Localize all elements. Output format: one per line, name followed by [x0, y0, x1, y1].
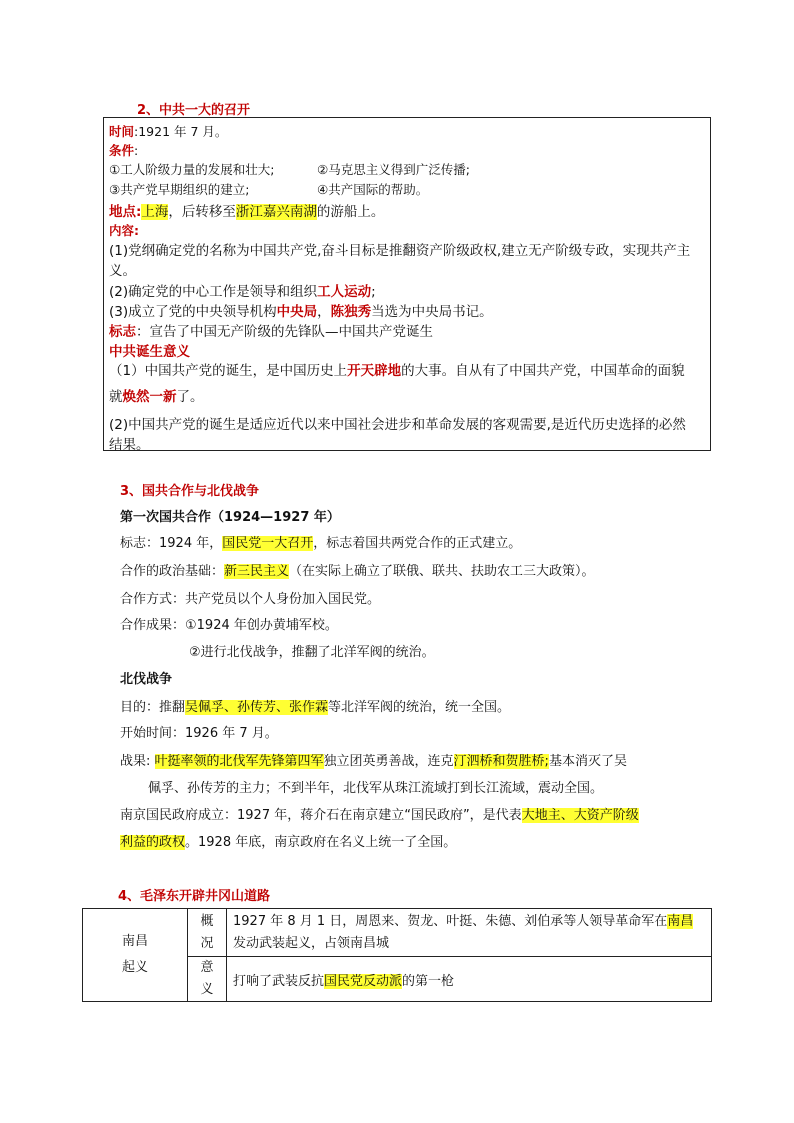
nj-end: 。1928 年底，南京政府在名义上统一了全国。	[185, 835, 457, 850]
content-3-red-2: 陈独秀	[330, 304, 372, 320]
content-3-end: 当选为中央局书记。	[371, 304, 493, 320]
content-2-pre: (2)确定党的中心工作是领导和组织	[109, 284, 318, 300]
place-line	[109, 200, 384, 220]
significance-cell	[227, 957, 712, 1002]
mark-text: ：宣告了中国无产阶级的先锋队—中国共产党诞生	[136, 324, 433, 340]
sig-1-end: 的大事。自从有了中国共产党，中国革命的面貌	[401, 363, 685, 379]
expedition-goal	[120, 696, 510, 715]
first-cooperation-heading: 第一次国共合作（1924—1927 年）	[120, 510, 340, 525]
battle-hl-2: 汀泗桥和贺胜桥;	[453, 754, 549, 769]
significance-label-text: 中共诞生意义	[109, 344, 190, 360]
cooperation-mark	[120, 532, 521, 551]
coop-basis-end: （在实际上确立了联俄、联共、扶助农工三大政策）。	[289, 564, 595, 579]
significance-2a: (2)中国共产党的诞生是适应近代以来中国社会进步和革命发展的客观需要,是近代历史选择的必然	[109, 417, 686, 433]
coop-mark-pre: 标志：1924 年，	[120, 536, 223, 551]
content-label-text: 内容:	[109, 223, 139, 238]
nj-hl-2: 利益的政权	[120, 835, 186, 850]
conditions-label-line	[109, 141, 138, 159]
condition-2: ②马克思主义得到广泛传播;	[317, 162, 470, 177]
event-name-2: 起义	[121, 960, 148, 975]
battle-hl-1: 叶挺率领的北伐军先锋第四军	[154, 754, 324, 769]
overview-label-2: 况	[200, 935, 214, 951]
time-value: :1921 年 7 月。	[134, 124, 228, 139]
overview-label-1: 概	[200, 913, 214, 929]
place-highlight-1: 上海	[141, 204, 169, 220]
cooperation-mode: 合作方式：共产党员以个人身份加入国民党。	[120, 592, 381, 607]
expedition-start: 开始时间：1926 年 7 月。	[120, 726, 278, 741]
nanjing-government	[120, 804, 639, 823]
conditions-colon: :	[134, 143, 139, 158]
expedition-results	[120, 750, 627, 769]
coop-basis-pre: 合作的政治基础：	[120, 564, 225, 579]
northern-expedition-heading: 北伐战争	[120, 672, 173, 687]
coop-basis-hl: 新三民主义	[224, 564, 290, 579]
condition-4: ④共产国际的帮助。	[317, 182, 429, 197]
mark-line	[109, 320, 433, 340]
place-label: 地点:	[109, 204, 142, 220]
place-mid: ，后转移至	[168, 204, 236, 220]
cooperation-result-2: ②进行北伐战争，推翻了北洋军阀的统治。	[189, 645, 435, 660]
mark-label: 标志	[109, 324, 136, 340]
sig-1b-end: 了。	[176, 389, 204, 405]
content-2-end: ;	[371, 284, 376, 300]
nanchang-uprising-table	[82, 908, 712, 1002]
battle-end: 基本消灭了吴	[548, 754, 627, 769]
section-4-title: 4、毛泽东开辟井冈山道路	[118, 889, 271, 904]
section-3-title: 3、国共合作与北伐战争	[120, 484, 260, 499]
condition-3: ③共产党早期组织的建立;	[109, 182, 250, 197]
battle-pre: 战果:	[120, 754, 155, 769]
cooperation-basis	[120, 560, 595, 579]
overview-cell	[227, 909, 712, 957]
content-1b: 义。	[109, 263, 136, 279]
sig-pre: 打响了武装反抗	[233, 973, 325, 989]
content-3-mid: ，	[317, 304, 331, 320]
content-2	[109, 280, 376, 300]
content-2-red: 工人运动	[317, 284, 372, 300]
nj-pre: 南京国民政府成立：1927 年，蒋介石在南京建立“国民政府”，是代表	[120, 808, 522, 823]
expedition-results-cont: 佩孚、孙传芳的主力；不到半年，北伐军从珠江流域打到长江流域，震动全国。	[148, 781, 604, 796]
sig-hl: 国民党反动派	[324, 973, 403, 989]
overview-line-1	[233, 911, 711, 933]
place-end: 的游船上。	[316, 204, 385, 220]
section-2-box	[103, 117, 711, 451]
sig-1b-pre: 就	[109, 389, 123, 405]
nanjing-government-cont	[120, 831, 456, 850]
section-2-title: 2、中共一大的召开	[137, 103, 251, 118]
sig-1-pre: （1）中国共产党的诞生，是中国历史上	[109, 363, 348, 379]
significance-label-cell	[188, 957, 227, 1002]
nj-hl-1: 大地主、大资产阶级	[521, 808, 639, 823]
significance-2b: 结果。	[109, 437, 150, 453]
sig-label-2: 义	[200, 982, 214, 997]
content-3-pre: (3)成立了党的中央领导机构	[109, 304, 277, 320]
sig-1-red: 开天辟地	[347, 363, 402, 379]
place-highlight-2: 浙江嘉兴南湖	[235, 204, 317, 220]
goal-end: 等北洋军阀的统治，统一全国。	[328, 700, 511, 715]
time-line	[109, 122, 227, 140]
overview-label-cell	[188, 909, 227, 957]
coop-mark-end: ，标志着国共两党合作的正式建立。	[313, 536, 522, 551]
cooperation-result-1: 合作成果：①1924 年创办黄埔军校。	[120, 618, 338, 633]
overview-pre: 1927 年 8 月 1 日，周恩来、贺龙、叶挺、朱德、刘伯承等人领导革命军在	[233, 913, 668, 929]
event-cell	[83, 909, 188, 1002]
condition-1: ①工人阶级力量的发展和壮大;	[109, 162, 275, 177]
battle-mid: 独立团英勇善战，连克	[323, 754, 454, 769]
event-name-1: 南昌	[121, 934, 148, 949]
overview-hl: 南昌	[667, 913, 694, 929]
coop-mark-hl: 国民党一大召开	[222, 536, 314, 551]
overview-line-2: 发动武装起义，占领南昌城	[233, 935, 390, 951]
significance-1b	[109, 385, 204, 405]
significance-label	[109, 340, 190, 360]
content-3-red-1: 中央局	[276, 304, 318, 320]
goal-pre: 目的：推翻	[120, 700, 186, 715]
conditions-label: 条件	[109, 143, 135, 158]
sig-1b-red: 焕然一新	[122, 389, 177, 405]
significance-1a	[109, 359, 685, 379]
goal-hl: 吴佩孚、孙传芳、张作霖	[185, 700, 329, 715]
sig-end: 的第一枪	[402, 973, 455, 989]
sig-label-1: 意	[200, 960, 214, 975]
content-3	[109, 300, 493, 320]
time-label: 时间	[109, 124, 135, 139]
content-1a: (1)党纲确定党的名称为中国共产党,奋斗目标是推翻资产阶级政权,建立无产阶级专政，实现共产主	[109, 243, 691, 259]
content-label	[109, 221, 139, 239]
